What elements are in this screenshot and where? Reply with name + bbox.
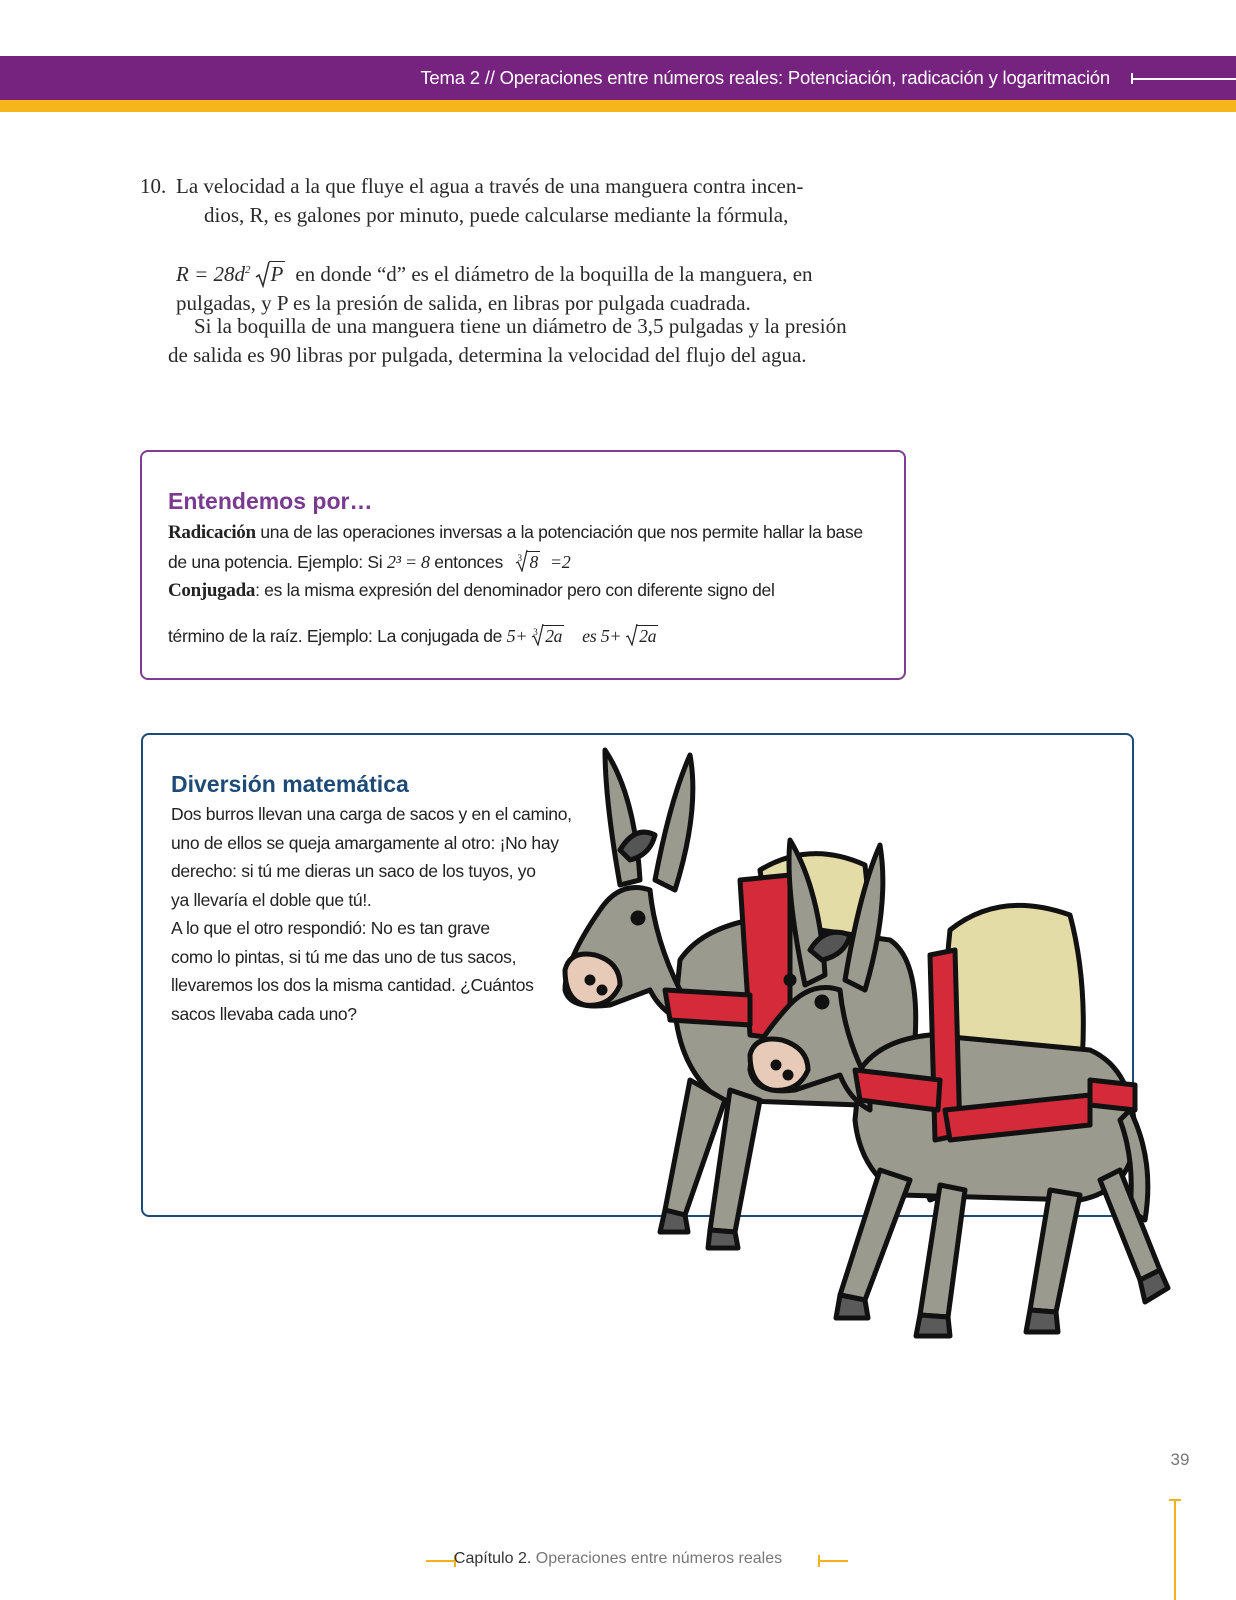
footer [0,1550,1236,1568]
fun-line: ya llevaría el doble que tú!. [171,889,372,910]
cube-root-8 [515,548,539,577]
conjugada-example [168,622,888,650]
conjugada-term: Conjugada [168,580,256,601]
formula-exponent: 2 [245,264,251,276]
header-rule [1132,78,1236,80]
conj-cube-index: 3 [533,627,538,637]
radicacion-result: =2 [549,551,571,572]
fun-line: uno de ellos se queja amargamente al otro: ¡No hay [171,832,559,853]
cube-root-radicand: 8 [529,551,538,572]
fun-line: A lo que el otro respondió: No es tan grave [171,918,490,938]
fun-title: Diversión matemática [171,771,409,797]
definitions-title: Entendemos por… [168,488,373,514]
formula-line-2: pulgadas, y P es la presión de salida, en libras por pulgada cuadrada. [176,290,751,315]
radicacion-entonces: entonces [429,551,508,572]
radicacion-math: 2³ = 8 [386,551,430,572]
conjugada-line-2: término de la raíz. Ejemplo: La conjugada de [168,626,507,646]
formula-radicand: P [270,262,284,286]
page-number: 39 [1170,1450,1190,1469]
fun-line: sacos llevaba cada uno? [171,1003,357,1024]
footer-rule-right [818,1560,848,1562]
header-gold-stripe [0,100,1236,112]
intro-line-1: La velocidad a la que fluye el agua a través de una manguera contra incen- [176,174,804,198]
fun-line: derecho: si tú me dieras un saco de los tuyos, yo [171,861,536,881]
fun-text [171,800,572,1028]
conjugada-text: : es la misma expresión del denominador pero con diferente signo del [255,580,775,600]
header-title: Tema 2 // Operaciones entre números reales: Potenciación, radicación y logaritmación [420,67,1110,88]
radicacion-text-2: de una potencia. Ejemplo: Si [168,551,387,572]
footer-chapter: Capítulo 2. [453,1550,532,1567]
question-line-2: de salida es 90 libras por pulgada, determina la velocidad del flujo del agua. [168,342,807,367]
conj-cube-root [531,622,564,650]
footer-subtitle: Operaciones entre números reales [531,1550,783,1567]
radicacion-text-1: una de las operaciones inversas a la potenciación que nos permite hallar la base [255,522,863,542]
fun-line: Dos burros llevan una carga de sacos y en el camino, [171,804,572,824]
formula-tail: en donde “d” es el diámetro de la boquilla de la manguera, en [295,262,813,286]
conj-a: 5+ [506,626,528,646]
definitions-box [140,450,906,680]
question-line-1: Si la boquilla de una manguera tiene un diámetro de 3,5 pulgadas y la presión [194,314,847,338]
formula-paragraph [176,256,896,317]
formula-sqrt [255,260,286,289]
intro-line-2: dios, R, es galones por minuto, puede calcularse mediante la fórmula, [204,202,789,227]
fun-line: como lo pintas, si tú me das uno de tus sacos, [171,946,517,967]
exercise-question [168,312,908,369]
radicacion-term: Radicación [168,522,256,543]
formula-lhs: R = 28d [176,262,245,286]
definitions-text [168,518,888,606]
donkeys-illustration [560,740,1180,1360]
conj-radicand-2: 2a [639,626,657,646]
fun-line: llevaremos los dos la misma cantidad. ¿Cuántos [171,975,534,995]
cube-root-index: 3 [517,552,522,563]
exercise-number: 10. [140,174,167,198]
conj-square-root [625,622,658,650]
conj-radicand: 2a [545,626,563,646]
exercise-intro [176,172,876,229]
conj-es: es 5+ [582,626,622,646]
